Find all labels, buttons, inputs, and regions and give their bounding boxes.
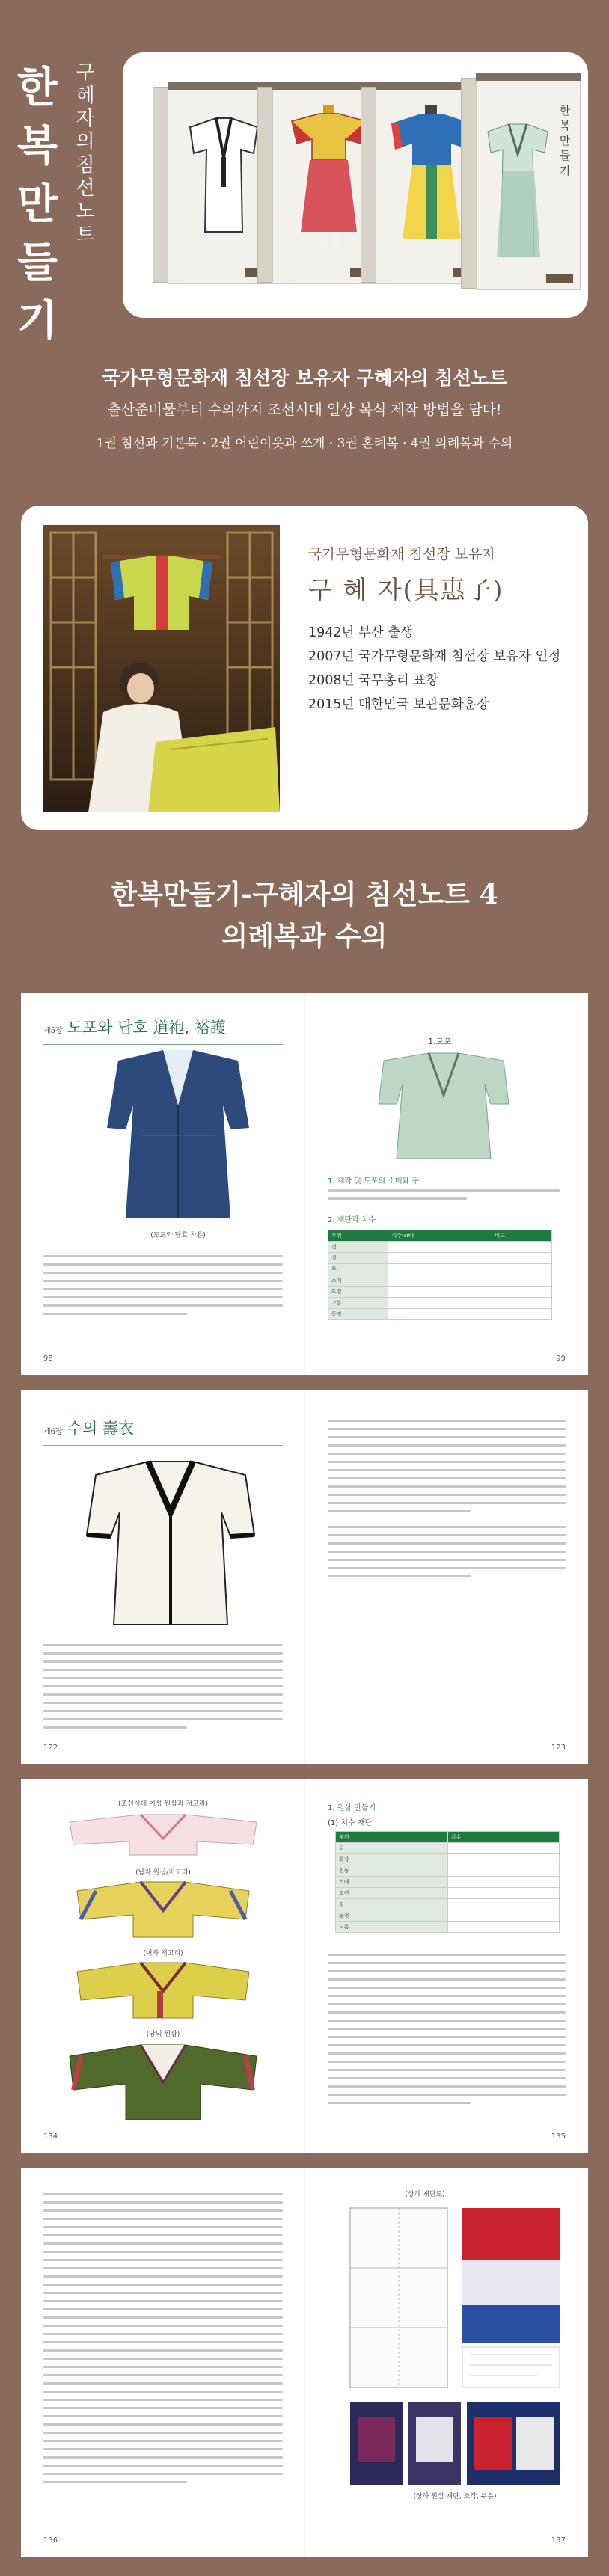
swatch-caption: (상하 원삼 재단, 조각, 부분)	[413, 2493, 497, 2500]
garment-label: (조선시대 여성 원삼과 저고리)	[118, 1800, 208, 1808]
body-text	[43, 1255, 283, 1321]
author-info	[308, 543, 560, 717]
page-spread-1	[21, 993, 588, 1375]
garment-image	[66, 2037, 260, 2127]
career-item: 2007년 국가무형문화재 침선장 보유자 인정	[308, 649, 561, 664]
body-text	[328, 1420, 566, 1583]
sub-heading: (1) 치수 재단	[328, 1819, 373, 1827]
book-volume-4[interactable]	[461, 73, 581, 290]
career-item: 1942년 부산 출생	[308, 625, 414, 640]
garment-image	[480, 118, 555, 268]
author-name: 구 혜 자(具惠子)	[308, 575, 504, 604]
body-text	[328, 1954, 566, 2110]
pattern-diagram	[335, 2201, 575, 2507]
page-number: 137	[551, 2536, 566, 2545]
chapter-heading: 제5장 도포와 답호 道袍, 褡護	[43, 1019, 226, 1037]
diagram-title: (상하 재단도)	[405, 2191, 445, 2198]
measurement-table: 부위 치수 길 화장 진동 소매 도련 깃 동정 고름	[335, 1831, 560, 1933]
dopo-green-photo	[373, 1050, 515, 1162]
tagline: 국가무형문화재 침선장 보유자 구혜자의 침선노트	[102, 367, 507, 389]
cover-title: 한 복 만 들 기	[559, 104, 571, 177]
dopo-photo	[96, 1046, 260, 1225]
hero-subtitle-vertical: 구 혜 자 의 침 선 노 트	[76, 61, 95, 246]
photo-caption: (도포와 답호 착용)	[150, 1232, 206, 1239]
section-heading: 1. 제작 및 도포의 소매와 무	[328, 1177, 420, 1186]
page-spread-2	[21, 1390, 588, 1764]
volume-title-line-2: 의례복과 수의	[221, 921, 388, 952]
garment-label: (남자 원삼/저고리)	[135, 1869, 191, 1877]
description: 출산준비물부터 수의까지 조선시대 일상 복식 제작 방법을 담다!	[107, 402, 502, 418]
book-set-card	[123, 52, 588, 318]
page-number: 123	[551, 1744, 566, 1752]
page-spread-3	[21, 1779, 588, 2153]
garment-image	[73, 1876, 253, 1943]
page-number: 99	[556, 1355, 566, 1363]
career-item: 2008년 국무총리 표창	[308, 673, 438, 688]
author-photo-image	[43, 525, 280, 812]
garment-label: (당의 원삼)	[146, 2031, 180, 2038]
chapter-heading: 제6장 수의 壽衣	[43, 1420, 134, 1438]
measurement-table: 부위 치수(cm) 비고 깃 섶 무 소매 도련 고름 동정	[328, 1230, 552, 1320]
suui-photo	[81, 1453, 260, 1632]
section-title: 1.도포	[428, 1037, 452, 1046]
garment-image	[286, 105, 372, 254]
volume-list: 1권 침선과 기본복 · 2권 어린이옷과 쓰개 · 3권 혼례복 · 4권 의례복과 수의	[96, 436, 513, 451]
author-career-list	[308, 621, 560, 717]
garment-label: (여자 저고리)	[143, 1950, 183, 1957]
section-heading: 2. 재단과 치수	[328, 1216, 376, 1224]
garment-image	[66, 1809, 260, 1861]
hero-title-vertical: 한 복 만 들 기	[16, 63, 58, 346]
author-role: 국가무형문화재 침선장 보유자	[308, 546, 496, 562]
garment-image	[183, 112, 265, 247]
publisher-logo	[546, 274, 573, 283]
page-number: 135	[551, 2132, 566, 2141]
section-heading: 1. 원삼 만들기	[328, 1804, 376, 1812]
page-number: 134	[43, 2132, 58, 2141]
volume-title-line-1: 한복만들기-구혜자의 침선노트 4	[111, 879, 498, 910]
career-item: 2015년 대한민국 보관문화훈장	[308, 697, 489, 712]
body-text	[43, 2193, 283, 2489]
page-number: 122	[43, 1744, 58, 1752]
body-text	[43, 1644, 283, 1735]
page-number: 136	[43, 2536, 58, 2545]
page-spread-4	[21, 2168, 588, 2557]
page-number: 98	[43, 1355, 53, 1363]
body-text	[328, 1189, 560, 1206]
author-card	[21, 506, 588, 830]
author-photo	[43, 525, 280, 812]
garment-image	[73, 1957, 253, 2024]
